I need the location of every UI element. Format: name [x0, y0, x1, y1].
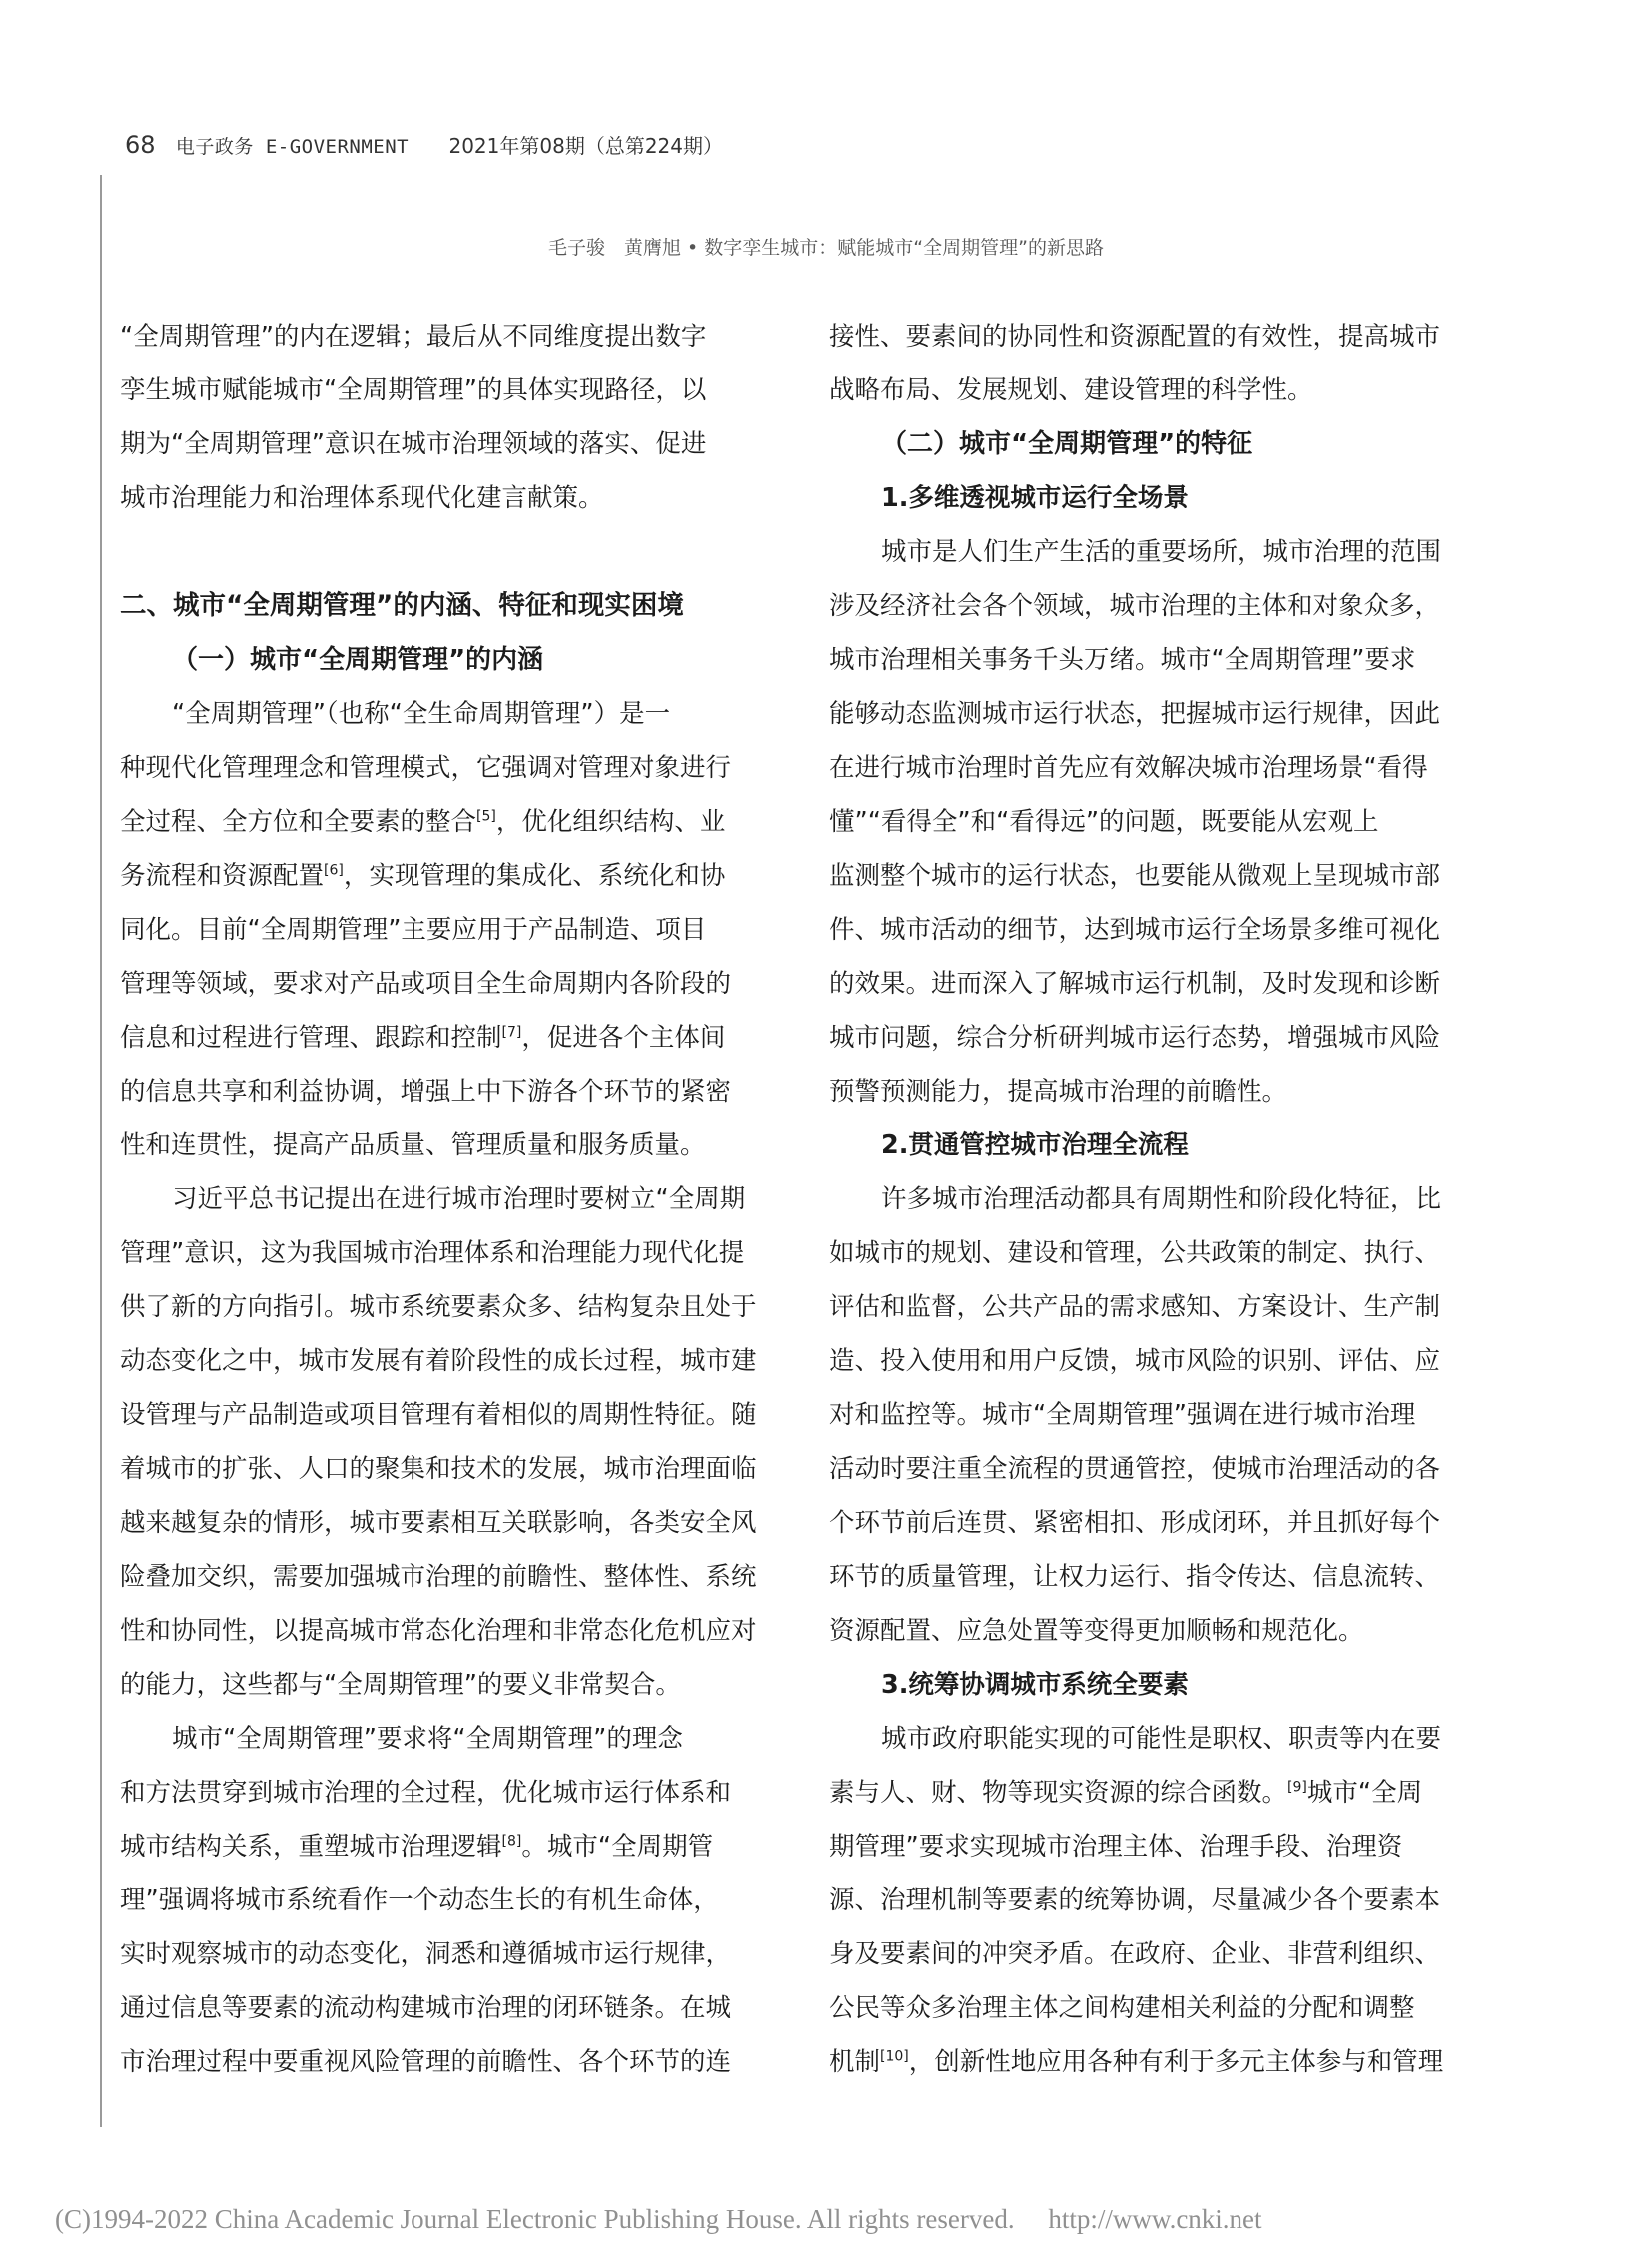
- line-text: 期为“全周期管理”意识在城市治理领域的落实、促进: [120, 429, 707, 459]
- line-text: 公民等众多治理主体之间构建相关利益的分配和调整: [829, 1993, 1415, 2023]
- line-text: 监测整个城市的运行状态，也要能从微观上呈现城市部: [829, 861, 1441, 891]
- line-text: 资源配置、应急处置等变得更加顺畅和规范化。: [829, 1616, 1364, 1646]
- text-line: [120, 2035, 784, 2089]
- text-line: [120, 687, 784, 741]
- text-line: [829, 310, 1493, 364]
- copyright-footer: (C)1994-2022 China Academic Journal Electronic Publishing House. All rights reserved. http://www.cnki.net: [55, 2204, 1262, 2234]
- text-line: [120, 1766, 784, 1820]
- line-text: 预警预测能力，提高城市治理的前瞻性。: [829, 1077, 1288, 1107]
- citation-ref: [9]: [1287, 1779, 1307, 1796]
- line-text: 性和连贯性，提高产品质量、管理质量和服务质量。: [120, 1130, 706, 1160]
- line-text: 1.多维透视城市运行全场景: [881, 483, 1189, 513]
- line-text: 设管理与产品制造或项目管理有着相似的周期性特征。随: [120, 1400, 757, 1430]
- line-text-continued: ，实现管理的集成化、系统化和协: [343, 861, 726, 891]
- text-line: [829, 1172, 1493, 1226]
- paragraph-gap: [120, 525, 784, 579]
- text-line: [120, 1172, 784, 1226]
- text-line: [829, 1712, 1493, 1766]
- text-line: [120, 1334, 784, 1388]
- line-text: 环节的质量管理，让权力运行、指令传达、信息流转、: [829, 1562, 1441, 1592]
- line-text: 城市“全周期管理”要求将“全周期管理”的理念: [172, 1724, 683, 1754]
- line-text: 造、投入使用和用户反馈，城市风险的识别、评估、应: [829, 1346, 1441, 1376]
- line-text: 通过信息等要素的流动构建城市治理的闭环链条。在城: [120, 1993, 732, 2023]
- text-line: [120, 1658, 784, 1712]
- line-text: 许多城市治理活动都具有周期性和阶段化特征，比: [881, 1184, 1442, 1214]
- text-line: [120, 364, 784, 417]
- citation-ref: [5]: [476, 808, 496, 825]
- citation-ref: [7]: [501, 1024, 522, 1041]
- line-text: 对和监控等。城市“全周期管理”强调在进行城市治理: [829, 1400, 1416, 1430]
- line-text: 战略布局、发展规划、建设管理的科学性。: [829, 375, 1313, 405]
- page-header: [125, 130, 723, 159]
- line-text: “全周期管理”的内在逻辑；最后从不同维度提出数字: [120, 322, 707, 352]
- margin-rule: [100, 175, 102, 2127]
- journal-name: 电子政务 E-GOVERNMENT: [175, 136, 410, 158]
- text-line: [829, 1334, 1493, 1388]
- line-text: 动态变化之中，城市发展有着阶段性的成长过程，城市建: [120, 1346, 757, 1376]
- text-line: [120, 1820, 784, 1873]
- line-text: 性和协同性，以提高城市常态化治理和非常态化危机应对: [120, 1616, 757, 1646]
- left-column: [120, 310, 784, 2089]
- line-text: 越来越复杂的情形，城市要素相互关联影响，各类安全风: [120, 1508, 757, 1538]
- citation-ref: [8]: [501, 1833, 522, 1850]
- text-line: [120, 1388, 784, 1442]
- line-text: “全周期管理”（也称“全生命周期管理”）是一: [172, 699, 671, 729]
- section-heading: [120, 633, 784, 687]
- right-column: [829, 310, 1493, 2089]
- text-line: [120, 1712, 784, 1766]
- line-text: 如城市的规划、建设和管理，公共政策的制定、执行、: [829, 1238, 1441, 1268]
- line-text: 源、治理机制等要素的统筹协调，尽量减少各个要素本: [829, 1885, 1441, 1915]
- text-line: [120, 1550, 784, 1604]
- text-line: [120, 1065, 784, 1119]
- line-text-continued: ，优化组织结构、业: [495, 807, 726, 837]
- line-text: 城市治理相关事务千头万绪。城市“全周期管理”要求: [829, 645, 1416, 675]
- line-text: 素与人、财、物等现实资源的综合函数。: [829, 1778, 1288, 1808]
- text-line: [829, 1011, 1493, 1065]
- text-line: [829, 1981, 1493, 2035]
- line-text: 着城市的扩张、人口的聚集和技术的发展，城市治理面临: [120, 1454, 757, 1484]
- section-heading: [120, 579, 784, 633]
- line-text: 种现代化管理理念和管理模式，它强调对管理对象进行: [120, 753, 732, 783]
- text-line: [120, 957, 784, 1011]
- line-text: 2.贯通管控城市治理全流程: [881, 1130, 1189, 1160]
- line-text: 二、城市“全周期管理”的内涵、特征和现实困境: [120, 590, 684, 621]
- line-text: 件、城市活动的细节，达到城市运行全场景多维可视化: [829, 915, 1441, 945]
- line-text: 懂”“看得全”和“看得远”的问题，既要能从宏观上: [829, 807, 1379, 837]
- text-line: [120, 1496, 784, 1550]
- text-line: [829, 364, 1493, 417]
- line-text: 全过程、全方位和全要素的整合: [120, 807, 477, 837]
- line-text: 接性、要素间的协同性和资源配置的有效性，提高城市: [829, 322, 1441, 352]
- line-text: 期管理”要求实现城市治理主体、治理手段、治理资: [829, 1832, 1403, 1862]
- text-line: [120, 1226, 784, 1280]
- line-text: 供了新的方向指引。城市系统要素众多、结构复杂且处于: [120, 1292, 757, 1322]
- line-text: 习近平总书记提出在进行城市治理时要树立“全周期: [172, 1184, 746, 1214]
- text-line: [829, 957, 1493, 1011]
- text-line: [829, 795, 1493, 849]
- line-text: 城市政府职能实现的可能性是职权、职责等内在要: [881, 1724, 1442, 1754]
- line-text: 同化。目前“全周期管理”主要应用于产品制造、项目: [120, 915, 707, 945]
- line-text-continued: ，促进各个主体间: [521, 1023, 726, 1053]
- line-text: 活动时要注重全流程的贯通管控，使城市治理活动的各: [829, 1454, 1441, 1484]
- text-line: [829, 1280, 1493, 1334]
- line-text: 市治理过程中要重视风险管理的前瞻性、各个环节的连: [120, 2047, 732, 2077]
- line-text: （二）城市“全周期管理”的特征: [881, 429, 1253, 459]
- line-text: 机制: [829, 2047, 881, 2077]
- text-line: [120, 471, 784, 525]
- line-text: 管理”意识，这为我国城市治理体系和治理能力现代化提: [120, 1238, 745, 1268]
- text-line: [829, 687, 1493, 741]
- line-text: 的能力，这些都与“全周期管理”的要义非常契合。: [120, 1670, 681, 1700]
- text-line: [829, 1766, 1493, 1820]
- line-text: 评估和监督，公共产品的需求感知、方案设计、生产制: [829, 1292, 1441, 1322]
- text-line: [829, 741, 1493, 795]
- text-line: [829, 1226, 1493, 1280]
- text-line: [829, 903, 1493, 957]
- text-line: [120, 1011, 784, 1065]
- line-text: 身及要素间的冲突矛盾。在政府、企业、非营利组织、: [829, 1939, 1441, 1969]
- text-line: [120, 417, 784, 471]
- line-text: 城市是人们生产生活的重要场所，城市治理的范围: [881, 537, 1442, 567]
- text-line: [120, 741, 784, 795]
- text-line: [829, 1873, 1493, 1927]
- line-text: 在进行城市治理时首先应有效解决城市治理场景“看得: [829, 753, 1428, 783]
- text-line: [120, 1280, 784, 1334]
- text-line: [120, 1873, 784, 1927]
- text-line: [829, 1820, 1493, 1873]
- line-text: （一）城市“全周期管理”的内涵: [172, 645, 544, 675]
- line-text: 能够动态监测城市运行状态，把握城市运行规律，因此: [829, 699, 1441, 729]
- section-heading: [829, 417, 1493, 471]
- running-title: 毛子骏 黄膺旭 • 数字孪生城市：赋能城市“全周期管理”的新思路: [548, 237, 1104, 259]
- section-heading: [829, 471, 1493, 525]
- line-text-continued: 。城市“全周期管: [521, 1832, 714, 1862]
- line-text-continued: ，创新性地应用各种有利于多元主体参与和管理: [908, 2047, 1444, 2077]
- text-line: [829, 525, 1493, 579]
- text-line: [120, 795, 784, 849]
- citation-ref: [10]: [880, 2048, 909, 2065]
- line-text: 和方法贯穿到城市治理的全过程，优化城市运行体系和: [120, 1778, 732, 1808]
- text-line: [829, 1550, 1493, 1604]
- page-number: 68: [125, 131, 156, 159]
- line-text: 涉及经济社会各个领域，城市治理的主体和对象众多，: [829, 591, 1441, 621]
- text-line: [120, 849, 784, 903]
- line-text: 城市问题，综合分析研判城市运行态势，增强城市风险: [829, 1023, 1441, 1053]
- text-line: [829, 1442, 1493, 1496]
- citation-ref: [6]: [324, 862, 344, 879]
- line-text: 孪生城市赋能城市“全周期管理”的具体实现路径，以: [120, 375, 707, 405]
- section-heading: [829, 1658, 1493, 1712]
- text-line: [829, 633, 1493, 687]
- issue-info: 2021年第08期（总第224期）: [448, 134, 724, 158]
- line-text: 险叠加交织，需要加强城市治理的前瞻性、整体性、系统: [120, 1562, 757, 1592]
- text-line: [829, 1604, 1493, 1658]
- line-text-continued: 城市“全周: [1306, 1778, 1423, 1808]
- text-line: [120, 1927, 784, 1981]
- line-text: 个环节前后连贯、紧密相扣、形成闭环，并且抓好每个: [829, 1508, 1441, 1538]
- text-line: [829, 1496, 1493, 1550]
- line-text: 理”强调将城市系统看作一个动态生长的有机生命体，: [120, 1885, 719, 1915]
- section-heading: [829, 1119, 1493, 1172]
- line-text: 的效果。进而深入了解城市运行机制，及时发现和诊断: [829, 969, 1441, 999]
- line-text: 的信息共享和利益协调，增强上中下游各个环节的紧密: [120, 1077, 732, 1107]
- text-line: [120, 903, 784, 957]
- line-text: 管理等领域，要求对产品或项目全生命周期内各阶段的: [120, 969, 732, 999]
- text-line: [829, 849, 1493, 903]
- text-line: [829, 2035, 1493, 2089]
- text-line: [120, 1604, 784, 1658]
- text-line: [829, 1927, 1493, 1981]
- text-line: [120, 1119, 784, 1172]
- text-line: [120, 310, 784, 364]
- line-text: 城市治理能力和治理体系现代化建言献策。: [120, 483, 604, 513]
- text-line: [120, 1981, 784, 2035]
- line-text: 务流程和资源配置: [120, 861, 325, 891]
- text-line: [120, 1442, 784, 1496]
- text-line: [829, 1388, 1493, 1442]
- line-text: 信息和过程进行管理、跟踪和控制: [120, 1023, 502, 1053]
- text-line: [829, 579, 1493, 633]
- line-text: 实时观察城市的动态变化，洞悉和遵循城市运行规律，: [120, 1939, 732, 1969]
- line-text: 3.统筹协调城市系统全要素: [881, 1670, 1189, 1700]
- line-text: 城市结构关系，重塑城市治理逻辑: [120, 1832, 502, 1862]
- text-line: [829, 1065, 1493, 1119]
